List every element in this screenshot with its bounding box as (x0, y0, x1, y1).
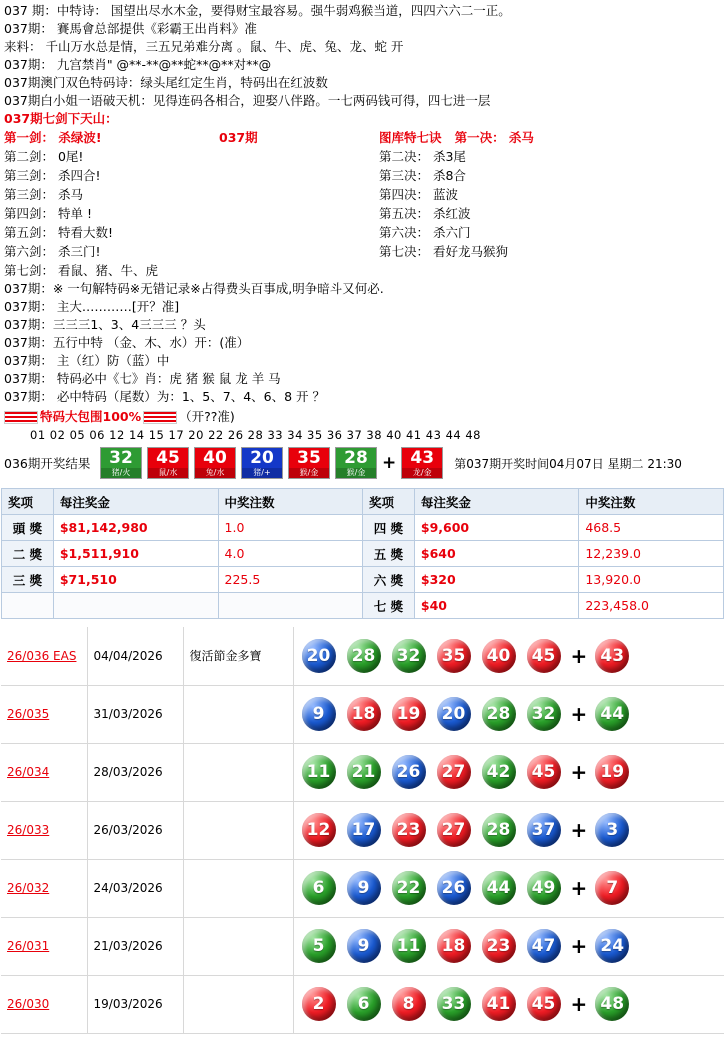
big-wrap-pct: 100% (102, 409, 142, 424)
winner-count: 4.0 (218, 541, 363, 567)
table-row (2, 541, 724, 567)
plus-sign: + (570, 876, 588, 900)
history-ball: 26 (435, 869, 473, 907)
seven-swords-block (4, 128, 721, 280)
history-ball: 23 (480, 927, 518, 965)
history-ball: 20 (435, 695, 473, 733)
winner-count: 13,920.0 (579, 567, 724, 593)
forecast-line: 037期： 必中特码（尾数）为：1、5、7、4、6、8 开 ？ (4, 389, 325, 404)
empty-cell (53, 593, 218, 619)
plus-sign: + (570, 992, 588, 1016)
history-ball: 28 (345, 637, 383, 675)
history-ball: 18 (345, 695, 383, 733)
history-ball: 11 (300, 753, 338, 791)
prize-name: 二 獎 (2, 541, 54, 567)
history-ball: 19 (390, 695, 428, 733)
history-special-ball: 7 (593, 869, 631, 907)
history-ball: 20 (300, 637, 338, 675)
history-note (183, 801, 293, 859)
forecast-line: 037期： 主（红）防（蓝）中 (4, 353, 170, 368)
history-ball: 49 (525, 869, 563, 907)
draw-history-table (1, 627, 724, 1034)
draw-ball-number: 32 (109, 448, 133, 468)
winner-count: 225.5 (218, 567, 363, 593)
empty-cell (2, 593, 54, 619)
history-special-ball: 19 (593, 753, 631, 791)
draw-ball-sub: 猪/+ (242, 468, 282, 478)
prize-amount: $40 (414, 593, 578, 619)
history-note (183, 743, 293, 801)
history-issue-link[interactable]: 26/031 (7, 939, 50, 953)
forecast-line: 037期白小姐一语破天机：见得连码各相合，迎娶八伴路。一七两码钱可得，四七进一层 (4, 93, 491, 108)
history-ball: 41 (480, 985, 518, 1023)
draw-ball (335, 447, 377, 479)
history-balls (293, 917, 724, 975)
draw-ball (288, 447, 330, 479)
history-issue-link[interactable]: 26/032 (7, 881, 50, 895)
draw-ball-sub: 鼠/水 (148, 468, 188, 478)
history-date: 04/04/2026 (87, 627, 183, 685)
decree-item-4: 第四决： 蓝波 (379, 187, 458, 202)
history-special-ball: 43 (593, 637, 631, 675)
decrees-title-text: 图库特七诀 (379, 130, 442, 145)
prize-name: 頭 獎 (2, 515, 54, 541)
draw-result-label: 036期开奖结果 (4, 456, 91, 471)
table-row (1, 743, 724, 801)
forecast-line: 037 期：中特诗： 国望出尽水木金，要得财宝最容易。强牛弱鸡猴当道，四四六六二一正。 (4, 3, 511, 18)
table-row (2, 515, 724, 541)
sword-item-3: 第三剑： 杀四合! (4, 168, 101, 183)
history-note (183, 859, 293, 917)
decree-item-6: 第六决： 杀六门 (379, 225, 471, 240)
decree-item-7: 第七决： 看好龙马猴狗 (379, 244, 508, 259)
plus-sign: + (570, 818, 588, 842)
prize-amount: $1,511,910 (53, 541, 218, 567)
next-draw-time: 第037期开奖时间04月07日 星期二 21:30 (454, 456, 682, 471)
history-date: 19/03/2026 (87, 975, 183, 1033)
decree-item-1: 第一决： 杀马 (454, 130, 534, 145)
sword-item-7: 第六剑： 杀三门! (4, 244, 101, 259)
draw-ball-sub: 猴/金 (336, 468, 376, 478)
history-special-ball: 48 (593, 985, 631, 1023)
big-wrap-tail: （开??准) (179, 409, 235, 424)
draw-special-sub: 龙/金 (402, 468, 442, 478)
history-issue-link[interactable]: 26/035 (7, 707, 50, 721)
forecast-line: 037期： 特码必中《七》肖：虎 猪 猴 鼠 龙 羊 马 (4, 371, 281, 386)
prize-amount: $9,600 (414, 515, 578, 541)
prize-name: 三 獎 (2, 567, 54, 593)
history-ball: 45 (525, 753, 563, 791)
forecast-line: 037期：三三三1、3、4三三三 ？头 (4, 317, 206, 332)
history-ball: 28 (480, 811, 518, 849)
sword-decrees-title (379, 128, 721, 147)
prize-name: 五 獎 (363, 541, 415, 567)
draw-result-strip (0, 445, 725, 484)
sword-item-6: 第五剑： 特看大数! (4, 225, 113, 240)
history-ball: 22 (390, 869, 428, 907)
sword-item-2: 第二剑： 0尾! (4, 149, 84, 164)
history-special-ball: 3 (593, 811, 631, 849)
table-row (2, 567, 724, 593)
draw-ball-sub: 猪/火 (101, 468, 141, 478)
history-ball: 28 (480, 695, 518, 733)
winner-count: 1.0 (218, 515, 363, 541)
winner-count: 12,239.0 (579, 541, 724, 567)
forecast-line: 来料： 千山万水总是情，三五兄弟难分离 。鼠、牛、虎、兔、龙、蛇 开 (4, 39, 404, 54)
forecast-line: 037期： 主大…………[开？准] (4, 299, 180, 314)
history-ball: 32 (525, 695, 563, 733)
history-ball: 45 (525, 985, 563, 1023)
table-row (1, 801, 724, 859)
history-ball: 40 (480, 637, 518, 675)
decree-item-2: 第二决： 杀3尾 (379, 149, 466, 164)
history-issue[interactable] (1, 743, 87, 801)
forecast-line: 037期：五行中特 （金、木、水）开：(准） (4, 335, 250, 350)
col-winner-count-2: 中奖注数 (579, 489, 724, 515)
history-ball: 27 (435, 753, 473, 791)
draw-ball (241, 447, 283, 479)
draw-ball-number: 35 (297, 448, 321, 468)
draw-ball-number: 20 (250, 448, 274, 468)
history-issue[interactable] (1, 801, 87, 859)
sword-item-1: 第一剑： 杀绿波! (4, 130, 102, 145)
history-ball: 18 (435, 927, 473, 965)
table-row (1, 685, 724, 743)
history-date: 28/03/2026 (87, 743, 183, 801)
col-prize-amount: 每注奖金 (53, 489, 218, 515)
forecast-line: 037期澳门双色特码诗：绿头尾红定生肖，特码出在红波数 (4, 75, 328, 90)
prize-amount: $640 (414, 541, 578, 567)
history-ball: 33 (435, 985, 473, 1023)
history-ball: 9 (345, 869, 383, 907)
winner-count: 468.5 (579, 515, 724, 541)
sword-item-8: 第七剑： 看鼠、猪、牛、虎 (4, 263, 158, 278)
history-special-ball: 24 (593, 927, 631, 965)
history-issue-link[interactable]: 26/033 (7, 823, 50, 837)
prize-name: 六 獎 (363, 567, 415, 593)
winner-count: 223,458.0 (579, 593, 724, 619)
history-issue[interactable] (1, 627, 87, 685)
col-prize-name: 奖项 (2, 489, 54, 515)
history-ball: 2 (300, 985, 338, 1023)
history-balls (293, 801, 724, 859)
prize-amount: $71,510 (53, 567, 218, 593)
prize-amount: $81,142,980 (53, 515, 218, 541)
history-date: 21/03/2026 (87, 917, 183, 975)
forecast-text-block (0, 0, 725, 445)
prize-name: 四 獎 (363, 515, 415, 541)
table-row (1, 917, 724, 975)
table-row (1, 975, 724, 1033)
table-row (1, 859, 724, 917)
history-balls (293, 859, 724, 917)
col-prize-name-2: 奖项 (363, 489, 415, 515)
history-ball: 21 (345, 753, 383, 791)
history-issue-link[interactable]: 26/034 (7, 765, 50, 779)
plus-sign: + (570, 643, 588, 668)
col-prize-amount-2: 每注奖金 (414, 489, 578, 515)
history-note (183, 975, 293, 1033)
history-ball: 11 (390, 927, 428, 965)
history-ball: 26 (390, 753, 428, 791)
draw-ball-number: 28 (344, 448, 368, 468)
forecast-line: 037期： 賽馬會总部提供《彩霸王出肖料》准 (4, 21, 257, 36)
history-date: 31/03/2026 (87, 685, 183, 743)
history-ball: 32 (390, 637, 428, 675)
history-issue[interactable] (1, 917, 87, 975)
history-special-ball: 44 (593, 695, 631, 733)
history-issue-link[interactable]: 26/030 (7, 997, 50, 1011)
history-date: 24/03/2026 (87, 859, 183, 917)
history-ball: 23 (390, 811, 428, 849)
history-ball: 6 (300, 869, 338, 907)
history-ball: 5 (300, 927, 338, 965)
prize-table (1, 488, 724, 619)
history-issue[interactable] (1, 859, 87, 917)
history-balls (293, 743, 724, 801)
draw-ball-number: 40 (203, 448, 227, 468)
history-ball: 17 (345, 811, 383, 849)
plus-sign: + (570, 760, 588, 784)
sword-item-5: 第四剑： 特单 ! (4, 206, 92, 221)
draw-ball (147, 447, 189, 479)
draw-ball (194, 447, 236, 479)
history-balls (293, 685, 724, 743)
history-balls (293, 627, 724, 685)
history-ball: 35 (435, 637, 473, 675)
history-issue-link[interactable]: 26/036 EAS (7, 648, 77, 663)
history-ball: 12 (300, 811, 338, 849)
prize-table-header-row (2, 489, 724, 515)
number-strip: 01 02 05 06 12 14 15 17 20 22 26 28 33 34 35 36 37 38 40 41 43 44 48 (30, 428, 481, 442)
history-ball: 45 (525, 637, 563, 675)
draw-ball (100, 447, 142, 479)
history-issue[interactable] (1, 685, 87, 743)
draw-ball-number: 45 (156, 448, 180, 468)
history-note (183, 917, 293, 975)
draw-special-ball (401, 447, 443, 479)
history-ball: 9 (300, 695, 338, 733)
stripe-flag-icon (4, 411, 38, 424)
draw-special-number: 43 (410, 448, 435, 468)
history-date: 26/03/2026 (87, 801, 183, 859)
prize-amount: $320 (414, 567, 578, 593)
history-ball: 6 (345, 985, 383, 1023)
seven-swords-heading: 037期七剑下天山： (4, 111, 118, 126)
sword-item-4: 第三剑： 杀马 (4, 187, 83, 202)
draw-ball-sub: 兔/水 (195, 468, 235, 478)
draw-ball-sub: 猴/金 (289, 468, 329, 478)
plus-sign: + (570, 702, 588, 726)
history-ball: 8 (390, 985, 428, 1023)
history-note (183, 685, 293, 743)
col-winner-count: 中奖注数 (218, 489, 363, 515)
history-ball: 47 (525, 927, 563, 965)
stripe-flag-icon (143, 411, 177, 424)
history-ball: 37 (525, 811, 563, 849)
decree-item-5: 第五决： 杀红波 (379, 206, 471, 221)
history-note: 復活節金多寶 (183, 627, 293, 685)
history-ball: 42 (480, 753, 518, 791)
empty-cell (218, 593, 363, 619)
prize-name: 七 獎 (363, 593, 415, 619)
sword-issue: 037期 (219, 130, 258, 145)
decree-item-3: 第三决： 杀8合 (379, 168, 466, 183)
table-row (2, 593, 724, 619)
history-balls (293, 975, 724, 1033)
plus-sign: + (570, 934, 588, 958)
forecast-line: 037期： 九宫禁肖" @**-**@**蛇**@**对**@ (4, 57, 272, 72)
history-ball: 44 (480, 869, 518, 907)
history-issue[interactable] (1, 975, 87, 1033)
history-ball: 9 (345, 927, 383, 965)
history-ball: 27 (435, 811, 473, 849)
plus-sign: + (382, 453, 397, 473)
forecast-line: 037期：※ 一句解特码※无错记录※占得费头百事成,明争暗斗又何必. (4, 281, 384, 296)
big-wrap-label: 特码大包围 (40, 409, 103, 424)
table-row (1, 627, 724, 685)
big-wrap-banner (4, 408, 721, 426)
